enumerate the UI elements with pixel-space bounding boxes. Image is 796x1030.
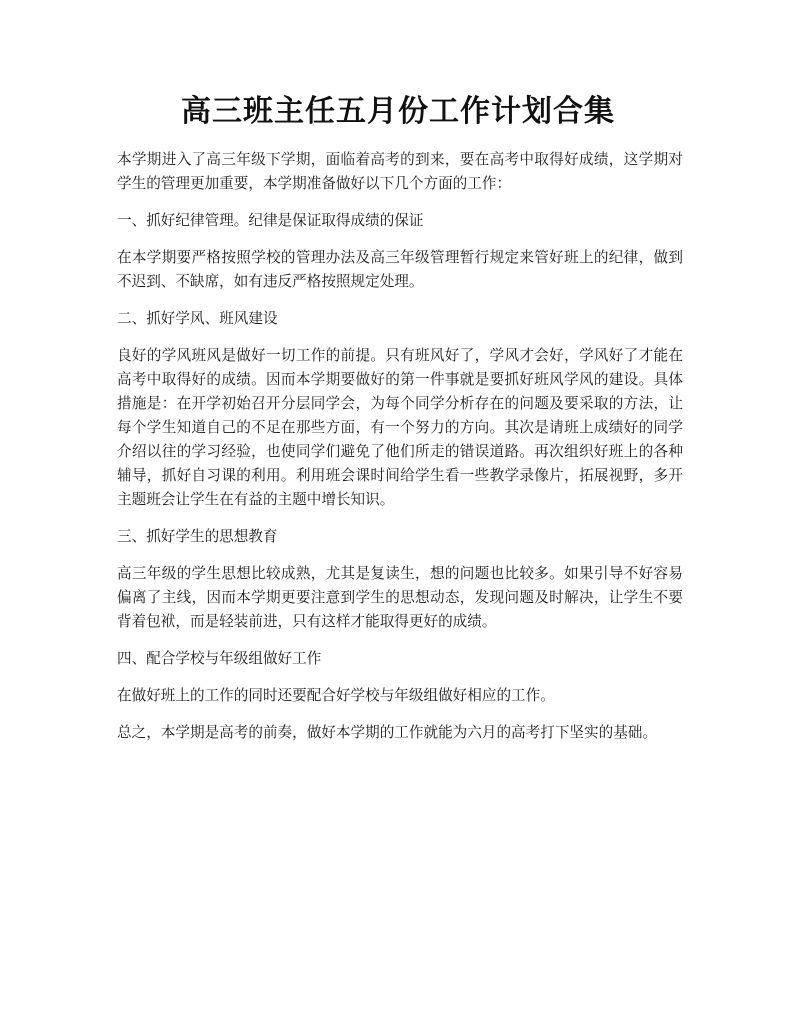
cooperation-paragraph: 在做好班上的工作的同时还要配合好学校与年级组做好相应的工作。 [117,687,555,704]
ideology-paragraph: 高三年级的学生思想比较成熟，尤其是复读生，想的问题也比较多。如果引导不好容易偏离了主线，因而本学期更要注意到学生的思想动态，发现问题及时解决，让学生不要背着包袱，而是轻装前进，只有这样才能取得更好的成绩。 [117,565,683,630]
document-body [117,148,683,758]
section-heading-discipline: 一、抓好纪律管理。纪律是保证取得成绩的保证 [117,212,424,229]
section-heading-cooperation: 四、配合学校与年级组做好工作 [117,650,322,667]
class-style-paragraph: 良好的学风班风是做好一切工作的前提。只有班风好了，学风才会好，学风好了才能在高考中取得好的成绩。因而本学期要做好的第一件事就是要抓好班风学风的建设。具体措施是：在开学初始召开分层同学会，为每个同学分析存在的问题及要采取的方法，让每个学生知道自己的不足在那些方面，有一个努力的方向。其次是请班上成绩好的同学介绍以往的学习经验，也使同学们避免了他们所走的错误道路。再次组织好班上的各种辅导，抓好自习课的利用。利用班会课时间给学生看一些教学录像片，拓展视野，多开主题班会让学生在有益的主题中增长知识。 [117,347,683,508]
page-title: 高三班主任五月份工作计划合集 [181,94,615,129]
intro-paragraph: 本学期进入了高三年级下学期，面临着高考的到来，要在高考中取得好成绩，这学期对学生的管理更加重要，本学期准备做好以下几个方面的工作： [117,151,683,192]
section-heading-class-style: 二、抓好学风、班风建设 [117,310,278,327]
conclusion-paragraph: 总之，本学期是高考的前奏，做好本学期的工作就能为六月的高考打下坚实的基础。 [117,724,657,741]
section-heading-ideology: 三、抓好学生的思想教育 [117,528,278,545]
discipline-paragraph: 在本学期要严格按照学校的管理办法及高三年级管理暂行规定来管好班上的纪律，做到不迟到、不缺席，如有违反严格按照规定处理。 [117,249,683,290]
